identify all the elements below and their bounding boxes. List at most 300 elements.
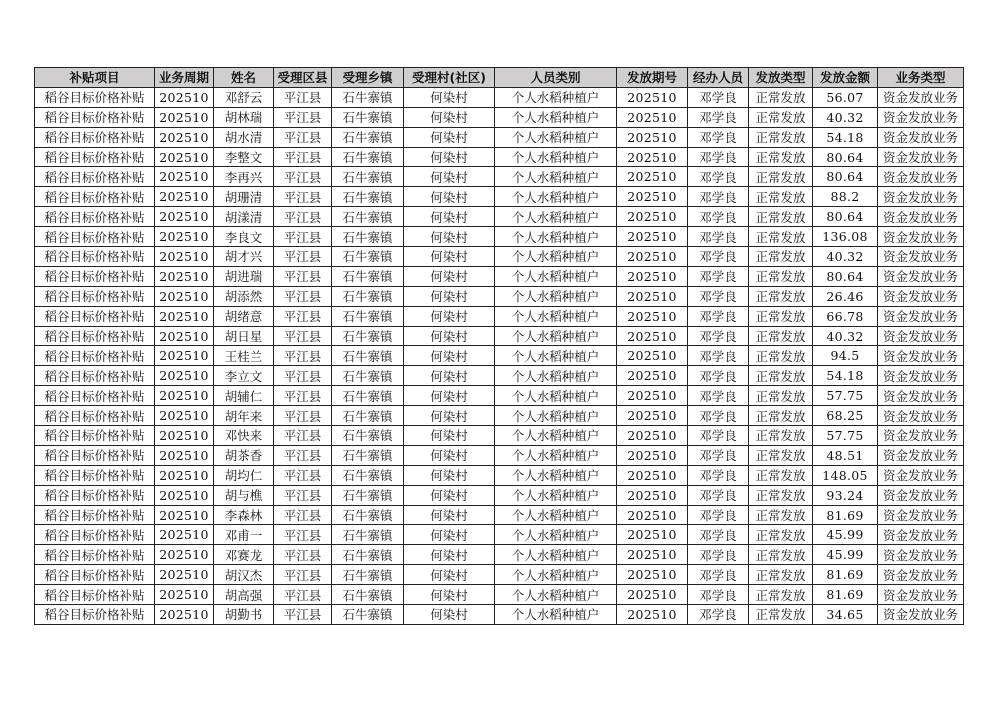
cell-person-category: 个人水稻种植户	[495, 406, 617, 426]
cell-village: 何染村	[404, 207, 495, 227]
cell-county: 平江县	[274, 247, 332, 267]
cell-name: 胡勤书	[214, 605, 274, 625]
cell-village: 何染村	[404, 286, 495, 306]
cell-name: 邓快来	[214, 426, 274, 446]
cell-business-period: 202510	[155, 87, 214, 107]
header-village: 受理村(社区)	[404, 68, 495, 88]
cell-issue-type: 正常发放	[749, 545, 813, 565]
cell-county: 平江县	[274, 585, 332, 605]
cell-issue-type: 正常发放	[749, 247, 813, 267]
cell-business-type: 资金发放业务	[878, 207, 964, 227]
cell-business-period: 202510	[155, 565, 214, 585]
cell-township: 石牛寨镇	[332, 565, 404, 585]
cell-name: 胡漾清	[214, 207, 274, 227]
cell-handler: 邓学良	[688, 545, 749, 565]
cell-subsidy-item: 稻谷目标价格补贴	[35, 227, 155, 247]
cell-issue-type: 正常发放	[749, 346, 813, 366]
cell-issue-period: 202510	[617, 565, 688, 585]
cell-subsidy-item: 稻谷目标价格补贴	[35, 485, 155, 505]
cell-subsidy-item: 稻谷目标价格补贴	[35, 605, 155, 625]
cell-name: 胡绪意	[214, 306, 274, 326]
cell-subsidy-item: 稻谷目标价格补贴	[35, 147, 155, 167]
cell-township: 石牛寨镇	[332, 465, 404, 485]
cell-issue-type: 正常发放	[749, 266, 813, 286]
cell-business-period: 202510	[155, 585, 214, 605]
cell-amount: 81.69	[813, 565, 878, 585]
cell-business-period: 202510	[155, 406, 214, 426]
cell-business-type: 资金发放业务	[878, 485, 964, 505]
table-row	[35, 565, 964, 585]
cell-business-type: 资金发放业务	[878, 187, 964, 207]
table-row	[35, 605, 964, 625]
cell-name: 王桂兰	[214, 346, 274, 366]
cell-business-period: 202510	[155, 107, 214, 127]
cell-person-category: 个人水稻种植户	[495, 585, 617, 605]
cell-name: 邓甫一	[214, 525, 274, 545]
cell-name: 胡水清	[214, 127, 274, 147]
cell-county: 平江县	[274, 107, 332, 127]
cell-person-category: 个人水稻种植户	[495, 505, 617, 525]
cell-village: 何染村	[404, 366, 495, 386]
cell-person-category: 个人水稻种植户	[495, 346, 617, 366]
cell-village: 何染村	[404, 525, 495, 545]
cell-issue-period: 202510	[617, 445, 688, 465]
cell-handler: 邓学良	[688, 386, 749, 406]
cell-handler: 邓学良	[688, 127, 749, 147]
cell-county: 平江县	[274, 147, 332, 167]
cell-issue-type: 正常发放	[749, 585, 813, 605]
cell-person-category: 个人水稻种植户	[495, 386, 617, 406]
cell-township: 石牛寨镇	[332, 585, 404, 605]
table-row	[35, 386, 964, 406]
cell-name: 胡日星	[214, 326, 274, 346]
cell-business-period: 202510	[155, 167, 214, 187]
cell-township: 石牛寨镇	[332, 426, 404, 446]
cell-issue-period: 202510	[617, 227, 688, 247]
cell-name: 邓赛龙	[214, 545, 274, 565]
cell-name: 李立文	[214, 366, 274, 386]
cell-county: 平江县	[274, 366, 332, 386]
table-row	[35, 147, 964, 167]
cell-subsidy-item: 稻谷目标价格补贴	[35, 107, 155, 127]
cell-subsidy-item: 稻谷目标价格补贴	[35, 167, 155, 187]
cell-handler: 邓学良	[688, 366, 749, 386]
table-row	[35, 306, 964, 326]
table-row	[35, 485, 964, 505]
cell-issue-period: 202510	[617, 187, 688, 207]
cell-person-category: 个人水稻种植户	[495, 545, 617, 565]
cell-village: 何染村	[404, 386, 495, 406]
cell-county: 平江县	[274, 545, 332, 565]
cell-village: 何染村	[404, 485, 495, 505]
cell-issue-type: 正常发放	[749, 326, 813, 346]
cell-name: 胡均仁	[214, 465, 274, 485]
cell-amount: 57.75	[813, 386, 878, 406]
cell-business-type: 资金发放业务	[878, 426, 964, 446]
header-township: 受理乡镇	[332, 68, 404, 88]
table-row	[35, 127, 964, 147]
cell-county: 平江县	[274, 386, 332, 406]
cell-issue-period: 202510	[617, 167, 688, 187]
cell-amount: 80.64	[813, 266, 878, 286]
cell-amount: 34.65	[813, 605, 878, 625]
table-row	[35, 107, 964, 127]
cell-subsidy-item: 稻谷目标价格补贴	[35, 545, 155, 565]
cell-township: 石牛寨镇	[332, 187, 404, 207]
cell-amount: 40.32	[813, 107, 878, 127]
cell-township: 石牛寨镇	[332, 445, 404, 465]
cell-subsidy-item: 稻谷目标价格补贴	[35, 127, 155, 147]
cell-amount: 40.32	[813, 247, 878, 267]
cell-county: 平江县	[274, 227, 332, 247]
cell-handler: 邓学良	[688, 247, 749, 267]
cell-township: 石牛寨镇	[332, 605, 404, 625]
cell-business-type: 资金发放业务	[878, 366, 964, 386]
cell-village: 何染村	[404, 445, 495, 465]
cell-county: 平江县	[274, 525, 332, 545]
cell-township: 石牛寨镇	[332, 107, 404, 127]
cell-handler: 邓学良	[688, 346, 749, 366]
table-row	[35, 227, 964, 247]
cell-issue-type: 正常发放	[749, 227, 813, 247]
cell-name: 邓舒云	[214, 87, 274, 107]
cell-amount: 45.99	[813, 545, 878, 565]
cell-amount: 26.46	[813, 286, 878, 306]
table-row	[35, 167, 964, 187]
cell-issue-type: 正常发放	[749, 505, 813, 525]
cell-issue-period: 202510	[617, 386, 688, 406]
cell-village: 何染村	[404, 605, 495, 625]
cell-subsidy-item: 稻谷目标价格补贴	[35, 406, 155, 426]
cell-business-type: 资金发放业务	[878, 147, 964, 167]
cell-handler: 邓学良	[688, 525, 749, 545]
cell-business-period: 202510	[155, 227, 214, 247]
cell-county: 平江县	[274, 465, 332, 485]
cell-amount: 80.64	[813, 167, 878, 187]
cell-name: 胡汉杰	[214, 565, 274, 585]
cell-handler: 邓学良	[688, 565, 749, 585]
cell-business-type: 资金发放业务	[878, 127, 964, 147]
cell-issue-type: 正常发放	[749, 406, 813, 426]
cell-township: 石牛寨镇	[332, 167, 404, 187]
cell-subsidy-item: 稻谷目标价格补贴	[35, 187, 155, 207]
cell-village: 何染村	[404, 545, 495, 565]
cell-issue-period: 202510	[617, 87, 688, 107]
table-row	[35, 585, 964, 605]
cell-amount: 80.64	[813, 147, 878, 167]
cell-business-period: 202510	[155, 525, 214, 545]
cell-township: 石牛寨镇	[332, 505, 404, 525]
cell-subsidy-item: 稻谷目标价格补贴	[35, 326, 155, 346]
cell-business-type: 资金发放业务	[878, 406, 964, 426]
cell-handler: 邓学良	[688, 585, 749, 605]
cell-township: 石牛寨镇	[332, 127, 404, 147]
cell-person-category: 个人水稻种植户	[495, 187, 617, 207]
cell-business-period: 202510	[155, 346, 214, 366]
cell-issue-period: 202510	[617, 247, 688, 267]
table-row	[35, 207, 964, 227]
cell-name: 胡年来	[214, 406, 274, 426]
cell-village: 何染村	[404, 306, 495, 326]
cell-village: 何染村	[404, 326, 495, 346]
cell-issue-type: 正常发放	[749, 87, 813, 107]
cell-business-type: 资金发放业务	[878, 167, 964, 187]
cell-handler: 邓学良	[688, 605, 749, 625]
header-row	[35, 68, 964, 88]
cell-issue-type: 正常发放	[749, 525, 813, 545]
cell-person-category: 个人水稻种植户	[495, 525, 617, 545]
header-business-type: 业务类型	[878, 68, 964, 88]
cell-village: 何染村	[404, 167, 495, 187]
cell-issue-period: 202510	[617, 207, 688, 227]
cell-person-category: 个人水稻种植户	[495, 286, 617, 306]
cell-business-period: 202510	[155, 127, 214, 147]
cell-handler: 邓学良	[688, 505, 749, 525]
cell-business-type: 资金发放业务	[878, 286, 964, 306]
cell-issue-period: 202510	[617, 127, 688, 147]
cell-issue-period: 202510	[617, 525, 688, 545]
cell-county: 平江县	[274, 306, 332, 326]
cell-handler: 邓学良	[688, 306, 749, 326]
cell-amount: 66.78	[813, 306, 878, 326]
cell-business-period: 202510	[155, 485, 214, 505]
cell-business-period: 202510	[155, 326, 214, 346]
cell-issue-type: 正常发放	[749, 465, 813, 485]
cell-subsidy-item: 稻谷目标价格补贴	[35, 505, 155, 525]
table-row	[35, 505, 964, 525]
cell-county: 平江县	[274, 445, 332, 465]
cell-person-category: 个人水稻种植户	[495, 167, 617, 187]
cell-county: 平江县	[274, 406, 332, 426]
cell-county: 平江县	[274, 207, 332, 227]
table-row	[35, 445, 964, 465]
cell-person-category: 个人水稻种植户	[495, 605, 617, 625]
subsidy-table	[34, 67, 964, 625]
cell-village: 何染村	[404, 266, 495, 286]
cell-township: 石牛寨镇	[332, 87, 404, 107]
cell-subsidy-item: 稻谷目标价格补贴	[35, 87, 155, 107]
cell-county: 平江县	[274, 167, 332, 187]
cell-business-type: 资金发放业务	[878, 306, 964, 326]
cell-business-type: 资金发放业务	[878, 266, 964, 286]
cell-county: 平江县	[274, 127, 332, 147]
cell-issue-period: 202510	[617, 366, 688, 386]
cell-business-period: 202510	[155, 386, 214, 406]
cell-handler: 邓学良	[688, 107, 749, 127]
cell-issue-period: 202510	[617, 465, 688, 485]
cell-person-category: 个人水稻种植户	[495, 266, 617, 286]
cell-business-period: 202510	[155, 247, 214, 267]
cell-county: 平江县	[274, 505, 332, 525]
cell-amount: 136.08	[813, 227, 878, 247]
cell-subsidy-item: 稻谷目标价格补贴	[35, 247, 155, 267]
header-subsidy-item: 补贴项目	[35, 68, 155, 88]
cell-business-period: 202510	[155, 465, 214, 485]
cell-business-type: 资金发放业务	[878, 585, 964, 605]
cell-handler: 邓学良	[688, 266, 749, 286]
cell-business-type: 资金发放业务	[878, 545, 964, 565]
cell-subsidy-item: 稻谷目标价格补贴	[35, 207, 155, 227]
cell-subsidy-item: 稻谷目标价格补贴	[35, 426, 155, 446]
cell-subsidy-item: 稻谷目标价格补贴	[35, 585, 155, 605]
cell-issue-type: 正常发放	[749, 147, 813, 167]
cell-issue-type: 正常发放	[749, 445, 813, 465]
cell-subsidy-item: 稻谷目标价格补贴	[35, 286, 155, 306]
cell-village: 何染村	[404, 107, 495, 127]
cell-issue-type: 正常发放	[749, 485, 813, 505]
cell-county: 平江县	[274, 426, 332, 446]
cell-business-period: 202510	[155, 545, 214, 565]
cell-township: 石牛寨镇	[332, 247, 404, 267]
cell-issue-type: 正常发放	[749, 426, 813, 446]
table-body	[35, 87, 964, 624]
cell-business-type: 资金发放业务	[878, 346, 964, 366]
cell-business-type: 资金发放业务	[878, 227, 964, 247]
cell-name: 胡辅仁	[214, 386, 274, 406]
cell-business-period: 202510	[155, 187, 214, 207]
table-row	[35, 326, 964, 346]
cell-village: 何染村	[404, 147, 495, 167]
cell-issue-type: 正常发放	[749, 187, 813, 207]
cell-business-period: 202510	[155, 605, 214, 625]
cell-township: 石牛寨镇	[332, 366, 404, 386]
cell-handler: 邓学良	[688, 286, 749, 306]
cell-person-category: 个人水稻种植户	[495, 445, 617, 465]
table-row	[35, 525, 964, 545]
cell-handler: 邓学良	[688, 167, 749, 187]
cell-township: 石牛寨镇	[332, 406, 404, 426]
cell-amount: 40.32	[813, 326, 878, 346]
cell-issue-type: 正常发放	[749, 565, 813, 585]
cell-issue-period: 202510	[617, 605, 688, 625]
cell-business-type: 资金发放业务	[878, 565, 964, 585]
cell-amount: 88.2	[813, 187, 878, 207]
cell-person-category: 个人水稻种植户	[495, 465, 617, 485]
cell-township: 石牛寨镇	[332, 227, 404, 247]
cell-handler: 邓学良	[688, 465, 749, 485]
cell-name: 李整文	[214, 147, 274, 167]
cell-name: 胡与樵	[214, 485, 274, 505]
header-issue-period: 发放期号	[617, 68, 688, 88]
cell-township: 石牛寨镇	[332, 386, 404, 406]
header-name: 姓名	[214, 68, 274, 88]
cell-issue-type: 正常发放	[749, 207, 813, 227]
cell-business-period: 202510	[155, 366, 214, 386]
cell-business-type: 资金发放业务	[878, 87, 964, 107]
cell-issue-period: 202510	[617, 147, 688, 167]
cell-village: 何染村	[404, 505, 495, 525]
cell-business-type: 资金发放业务	[878, 386, 964, 406]
cell-business-type: 资金发放业务	[878, 505, 964, 525]
cell-village: 何染村	[404, 227, 495, 247]
cell-business-period: 202510	[155, 286, 214, 306]
cell-handler: 邓学良	[688, 207, 749, 227]
cell-amount: 80.64	[813, 207, 878, 227]
cell-person-category: 个人水稻种植户	[495, 247, 617, 267]
cell-county: 平江县	[274, 87, 332, 107]
cell-village: 何染村	[404, 247, 495, 267]
cell-issue-period: 202510	[617, 266, 688, 286]
cell-village: 何染村	[404, 406, 495, 426]
cell-handler: 邓学良	[688, 426, 749, 446]
cell-village: 何染村	[404, 465, 495, 485]
cell-name: 胡添然	[214, 286, 274, 306]
cell-village: 何染村	[404, 187, 495, 207]
cell-subsidy-item: 稻谷目标价格补贴	[35, 306, 155, 326]
cell-amount: 57.75	[813, 426, 878, 446]
cell-township: 石牛寨镇	[332, 485, 404, 505]
cell-township: 石牛寨镇	[332, 545, 404, 565]
cell-village: 何染村	[404, 346, 495, 366]
cell-handler: 邓学良	[688, 406, 749, 426]
cell-subsidy-item: 稻谷目标价格补贴	[35, 445, 155, 465]
cell-business-type: 资金发放业务	[878, 465, 964, 485]
cell-amount: 148.05	[813, 465, 878, 485]
cell-subsidy-item: 稻谷目标价格补贴	[35, 525, 155, 545]
cell-business-period: 202510	[155, 505, 214, 525]
table-row	[35, 346, 964, 366]
cell-township: 石牛寨镇	[332, 147, 404, 167]
cell-person-category: 个人水稻种植户	[495, 306, 617, 326]
cell-amount: 54.18	[813, 127, 878, 147]
cell-business-type: 资金发放业务	[878, 247, 964, 267]
cell-business-type: 资金发放业务	[878, 326, 964, 346]
cell-person-category: 个人水稻种植户	[495, 87, 617, 107]
cell-issue-type: 正常发放	[749, 286, 813, 306]
cell-person-category: 个人水稻种植户	[495, 366, 617, 386]
cell-issue-period: 202510	[617, 485, 688, 505]
cell-issue-type: 正常发放	[749, 167, 813, 187]
header-amount: 发放金额	[813, 68, 878, 88]
cell-issue-period: 202510	[617, 545, 688, 565]
cell-issue-period: 202510	[617, 585, 688, 605]
cell-business-type: 资金发放业务	[878, 525, 964, 545]
cell-handler: 邓学良	[688, 87, 749, 107]
cell-subsidy-item: 稻谷目标价格补贴	[35, 386, 155, 406]
cell-handler: 邓学良	[688, 326, 749, 346]
cell-village: 何染村	[404, 127, 495, 147]
cell-name: 胡才兴	[214, 247, 274, 267]
cell-township: 石牛寨镇	[332, 207, 404, 227]
cell-name: 李再兴	[214, 167, 274, 187]
cell-county: 平江县	[274, 326, 332, 346]
cell-village: 何染村	[404, 585, 495, 605]
cell-person-category: 个人水稻种植户	[495, 485, 617, 505]
cell-county: 平江县	[274, 286, 332, 306]
cell-business-type: 资金发放业务	[878, 107, 964, 127]
table-row	[35, 366, 964, 386]
cell-issue-type: 正常发放	[749, 386, 813, 406]
cell-township: 石牛寨镇	[332, 346, 404, 366]
cell-business-period: 202510	[155, 266, 214, 286]
table-row	[35, 247, 964, 267]
cell-handler: 邓学良	[688, 187, 749, 207]
cell-business-period: 202510	[155, 445, 214, 465]
cell-person-category: 个人水稻种植户	[495, 565, 617, 585]
cell-handler: 邓学良	[688, 445, 749, 465]
cell-amount: 68.25	[813, 406, 878, 426]
cell-name: 李良文	[214, 227, 274, 247]
cell-issue-period: 202510	[617, 286, 688, 306]
cell-name: 胡进瑞	[214, 266, 274, 286]
header-handler: 经办人员	[688, 68, 749, 88]
cell-issue-type: 正常发放	[749, 107, 813, 127]
cell-township: 石牛寨镇	[332, 286, 404, 306]
cell-township: 石牛寨镇	[332, 326, 404, 346]
cell-subsidy-item: 稻谷目标价格补贴	[35, 346, 155, 366]
cell-business-period: 202510	[155, 306, 214, 326]
cell-subsidy-item: 稻谷目标价格补贴	[35, 465, 155, 485]
